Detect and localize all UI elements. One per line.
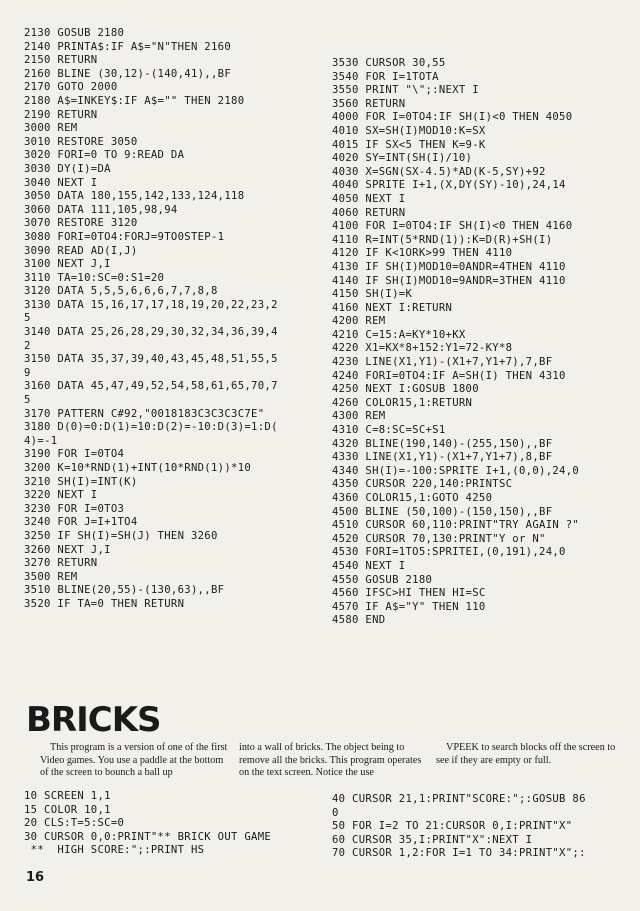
code-line: 3180 D(0)=0:D(1)=10:D(2)=-10:D(3)=1:D( (24, 421, 278, 434)
code-line: 4330 LINE(X1,Y1)-(X1+7,Y1+7),8,BF (332, 451, 553, 464)
code-line: 3510 BLINE(20,55)-(130,63),,BF (24, 584, 225, 597)
code-line: 4230 LINE(X1,Y1)-(X1+7,Y1+7),7,BF (332, 356, 553, 369)
code-line: 3560 RETURN (332, 97, 406, 110)
code-line: 3130 DATA 15,16,17,17,18,19,20,22,23,2 (24, 298, 278, 311)
code-line: 30 CURSOR 0,0:PRINT"** BRICK OUT GAME (24, 830, 272, 843)
code-line: 4100 FOR I=0TO4:IF SH(I)<0 THEN 4160 (332, 220, 573, 233)
code-line: 3040 NEXT I (24, 176, 98, 189)
code-line: 3090 READ AD(I,J) (24, 244, 138, 257)
code-line: 2170 GOTO 2000 (24, 81, 118, 94)
code-line: 3020 FORI=0 TO 9:READ DA (24, 149, 185, 162)
code-line: 9 (24, 366, 31, 379)
code-line: 4060 RETURN (332, 206, 406, 219)
code-line: 3210 SH(I)=INT(K) (24, 475, 138, 488)
code-line: 2150 RETURN (24, 54, 98, 67)
code-line: 4300 REM (332, 410, 386, 423)
code-line: 2140 PRINTA$:IF A$="N"THEN 2160 (24, 40, 232, 53)
bricks-listing-right (332, 793, 632, 861)
code-line: 4240 FORI=0TO4:IF A=SH(I) THEN 4310 (332, 369, 566, 382)
code-line: 3520 IF TA=0 THEN RETURN (24, 597, 185, 610)
listing-left-column (24, 27, 324, 612)
code-line: 4560 IFSC>HI THEN HI=SC (332, 587, 486, 600)
code-line: 4130 IF SH(I)MOD10=0ANDR=4THEN 4110 (332, 260, 566, 273)
code-line: 2190 RETURN (24, 108, 98, 121)
code-line: 4030 X=SGN(SX-4.5)*AD(K-5,SY)+92 (332, 165, 546, 178)
code-line: 3080 FORI=0TO4:FORJ=9TO0STEP-1 (24, 230, 225, 243)
code-line: 4320 BLINE(190,140)-(255,150),,BF (332, 437, 553, 450)
article-title: BRICKS (26, 700, 161, 740)
code-line: 4015 IF SX<5 THEN K=9-K (332, 138, 486, 151)
code-line: 4550 GOSUB 2180 (332, 573, 433, 586)
code-line: ** HIGH SCORE:";:PRINT HS (24, 844, 205, 857)
bricks-listing-left (24, 790, 324, 858)
code-line: 3030 DY(I)=DA (24, 162, 111, 175)
code-line: 3200 K=10*RND(1)+INT(10*RND(1))*10 (24, 462, 252, 474)
code-line: 50 FOR I=2 TO 21:CURSOR 0,I:PRINT"X" (332, 820, 573, 833)
code-line: 3530 CURSOR 30,55 (332, 57, 446, 69)
code-line: 4540 NEXT I (332, 559, 406, 572)
code-line: 4340 SH(I)=-100:SPRITE I+1,(0,0),24,0 (332, 464, 580, 477)
code-line: 4580 END (332, 614, 386, 627)
code-line: 40 CURSOR 21,1:PRINT"SCORE:";:GOSUB 86 (332, 793, 586, 805)
code-line: 5 (24, 312, 31, 325)
code-line: 4120 IF K<1ORK>99 THEN 4110 (332, 247, 513, 260)
code-line: 3540 FOR I=1TOTA (332, 70, 439, 83)
code-line: 4040 SPRITE I+1,(X,DY(SY)-10),24,14 (332, 179, 566, 192)
code-line: 3160 DATA 45,47,49,52,54,58,61,65,70,7 (24, 380, 278, 393)
intro-paragraph-2: into a wall of bricks. The object being to remove all the bricks. This program operates on the text screen. Notice the use (239, 742, 422, 778)
code-line: 3500 REM (24, 570, 78, 583)
code-line: 3010 RESTORE 3050 (24, 135, 138, 148)
code-line: 4520 CURSOR 70,130:PRINT"Y or N" (332, 532, 546, 545)
code-line: 3000 REM (24, 122, 78, 135)
code-line: 20 CLS:T=5:SC=0 (24, 817, 125, 830)
code-line: 4350 CURSOR 220,140:PRINTSC (332, 478, 513, 491)
code-line: 3230 FOR I=0TO3 (24, 502, 125, 515)
code-line: 2160 BLINE (30,12)-(140,41),,BF (24, 67, 232, 80)
code-line: 3050 DATA 180,155,142,133,124,118 (24, 190, 245, 203)
code-line: 4210 C=15:A=KY*10+KX (332, 328, 466, 341)
code-line: 4510 CURSOR 60,110:PRINT"TRY AGAIN ?" (332, 519, 580, 532)
code-line: 3240 FOR J=I+1TO4 (24, 516, 138, 529)
code-line: 4260 COLOR15,1:RETURN (332, 396, 473, 409)
code-line: 4220 X1=KX*8+152:Y1=72-KY*8 (332, 342, 513, 355)
code-line: 2 (24, 339, 31, 352)
code-line: 4200 REM (332, 315, 386, 328)
code-line: 3220 NEXT I (24, 489, 98, 502)
code-line: 3070 RESTORE 3120 (24, 217, 138, 230)
code-line: 4500 BLINE (50,100)-(150,150),,BF (332, 505, 553, 518)
code-line: 4000 FOR I=0TO4:IF SH(I)<0 THEN 4050 (332, 111, 573, 124)
code-line: 4310 C=8:SC=SC+S1 (332, 424, 446, 437)
code-line: 4020 SY=INT(SH(I)/10) (332, 152, 473, 165)
code-line: 15 COLOR 10,1 (24, 803, 111, 816)
code-line: 3150 DATA 35,37,39,40,43,45,48,51,55,5 (24, 353, 278, 366)
code-line: 3140 DATA 25,26,28,29,30,32,34,36,39,4 (24, 326, 278, 339)
code-line: 4)=-1 (24, 434, 58, 447)
code-line: 3120 DATA 5,5,5,6,6,6,7,7,8,8 (24, 285, 218, 298)
code-line: 3060 DATA 111,105,98,94 (24, 203, 178, 216)
code-line: 3100 NEXT J,I (24, 258, 111, 271)
code-line: 4360 COLOR15,1:GOTO 4250 (332, 492, 493, 504)
code-line: 3270 RETURN (24, 557, 98, 570)
code-line: 4010 SX=SH(I)MOD10:K=SX (332, 124, 486, 137)
code-line: 4110 R=INT(5*RND(1)):K=D(R)+SH(I) (332, 233, 553, 246)
code-line: 10 SCREEN 1,1 (24, 790, 111, 802)
code-line: 4570 IF A$="Y" THEN 110 (332, 600, 486, 613)
code-line: 2130 GOSUB 2180 (24, 27, 125, 39)
code-line: 4250 NEXT I:GOSUB 1800 (332, 383, 479, 396)
listing-right-column (332, 57, 632, 628)
code-line: 3110 TA=10:SC=0:S1=20 (24, 271, 165, 284)
intro-paragraph-1: This program is a version of one of the first Video games. You use a paddle at the bottom of the screen to bounch a ball up (40, 742, 228, 778)
code-line: 3250 IF SH(I)=SH(J) THEN 3260 (24, 529, 218, 542)
code-line: 70 CURSOR 1,2:FOR I=1 TO 34:PRINT"X";: (332, 847, 586, 860)
code-line: 5 (24, 394, 31, 407)
code-line: 0 (332, 806, 339, 819)
code-line: 3550 PRINT "\";:NEXT I (332, 84, 479, 97)
code-line: 4050 NEXT I (332, 192, 406, 205)
code-line: 60 CURSOR 35,I:PRINT"X":NEXT I (332, 833, 533, 846)
code-line: 3190 FOR I=0TO4 (24, 448, 125, 461)
code-line: 4150 SH(I)=K (332, 288, 413, 301)
page-number: 16 (26, 870, 45, 885)
intro-paragraph-3: VPEEK to search blocks off the screen to see if they are empty or full. (436, 742, 616, 766)
code-line: 4530 FORI=1TO5:SPRITEI,(0,191),24,0 (332, 546, 566, 559)
code-line: 2180 A$=INKEY$:IF A$="" THEN 2180 (24, 94, 245, 107)
code-line: 3260 NEXT J,I (24, 543, 111, 556)
code-line: 3170 PATTERN C#92,"0018183C3C3C3C7E" (24, 407, 265, 420)
code-line: 4160 NEXT I:RETURN (332, 301, 453, 314)
code-line: 4140 IF SH(I)MOD10=9ANDR=3THEN 4110 (332, 274, 566, 287)
